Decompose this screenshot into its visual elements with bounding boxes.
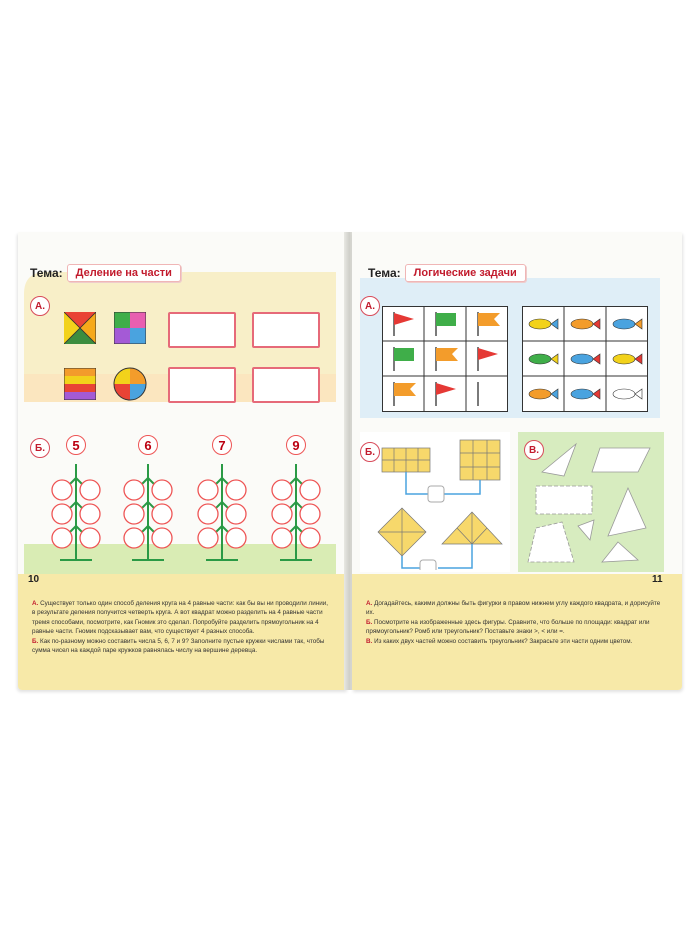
- section-b-label: Б.: [30, 438, 50, 458]
- instruction-text: Посмотрите на изображенные здесь фигуры. Сравните, что больше по площади: квадрат или прямоугольник? Ромб или треугольник? Поставьте знаки >, < или =.: [366, 618, 650, 636]
- page-number-right: 11: [652, 574, 663, 585]
- square-divided-diagonals: [64, 312, 96, 344]
- left-page: [18, 232, 348, 690]
- right-topic: [368, 262, 526, 284]
- tree-number-1: 5: [66, 435, 86, 455]
- empty-rectangle-4[interactable]: [252, 367, 320, 403]
- number-trees-svg: [46, 450, 336, 565]
- circle-divided-quarters: [113, 367, 147, 401]
- instruction-text: Существует только один способ деления круга на 4 равные части: как бы вы ни проводили линии, в результате деления получится четверть круга. А вот квадрат можно разделить на 4 равные части тремя способами, посмотрите, как Гномик это сделал. Попробуйте разделить прямоугольник на 4 равные части. Гномик подсказывает вам, что существует 4 разных способа.: [32, 600, 328, 636]
- section-b-label: Б.: [360, 442, 380, 462]
- right-page: [352, 232, 682, 690]
- triangle-parts-shapes: [518, 432, 664, 572]
- instruction-text: Из каких двух частей можно составить треугольник? Закрасьте эти части одним цветом.: [374, 637, 633, 645]
- empty-rectangle-2[interactable]: [252, 312, 320, 348]
- section-v-label: В.: [524, 440, 544, 460]
- instruction-label: А.: [366, 600, 373, 607]
- empty-rectangle-3[interactable]: [168, 367, 236, 403]
- left-instruction-b: [32, 637, 332, 656]
- section-a-label: А.: [360, 296, 380, 316]
- topic-title: Логические задачи: [405, 264, 526, 282]
- empty-rectangle-1[interactable]: [168, 312, 236, 348]
- tree-number-4: 9: [286, 435, 306, 455]
- instruction-label: Б.: [32, 637, 39, 645]
- left-instruction-a: [32, 599, 332, 637]
- tree-number-3: 7: [212, 435, 232, 455]
- page-number-left: 10: [28, 574, 40, 585]
- topic-label: Тема:: [368, 266, 401, 280]
- left-instructions: [32, 599, 332, 655]
- instruction-text: Догадайтесь, какими должны быть фигурки в правом нижнем углу каждого квадрата, и дорисуйте их.: [366, 600, 661, 617]
- area-comparison-shapes: [372, 436, 512, 570]
- left-topic: [30, 262, 181, 284]
- fish-grid: [522, 306, 648, 412]
- right-instruction-v: [366, 637, 662, 646]
- instruction-label: В.: [366, 637, 373, 645]
- flags-grid: [382, 306, 508, 412]
- right-instruction-a: [366, 599, 662, 618]
- square-divided-quarters: [114, 312, 146, 344]
- open-workbook: [18, 232, 682, 690]
- tree-number-2: 6: [138, 435, 158, 455]
- topic-title: Деление на части: [67, 264, 181, 282]
- right-instruction-b: [366, 618, 662, 637]
- right-instructions: [366, 599, 662, 646]
- instruction-label: Б.: [366, 618, 373, 626]
- instruction-text: Как по-разному можно составить числа 5, 6, 7 и 9? Заполните пустые кружки числами так, чтобы сумма чисел на каждой паре кружков равнялась числу на вершине деревца.: [32, 637, 325, 655]
- section-a-label: А.: [30, 296, 50, 316]
- topic-label: Тема:: [30, 266, 63, 280]
- instruction-label: А.: [32, 600, 39, 607]
- square-divided-strips: [64, 368, 96, 400]
